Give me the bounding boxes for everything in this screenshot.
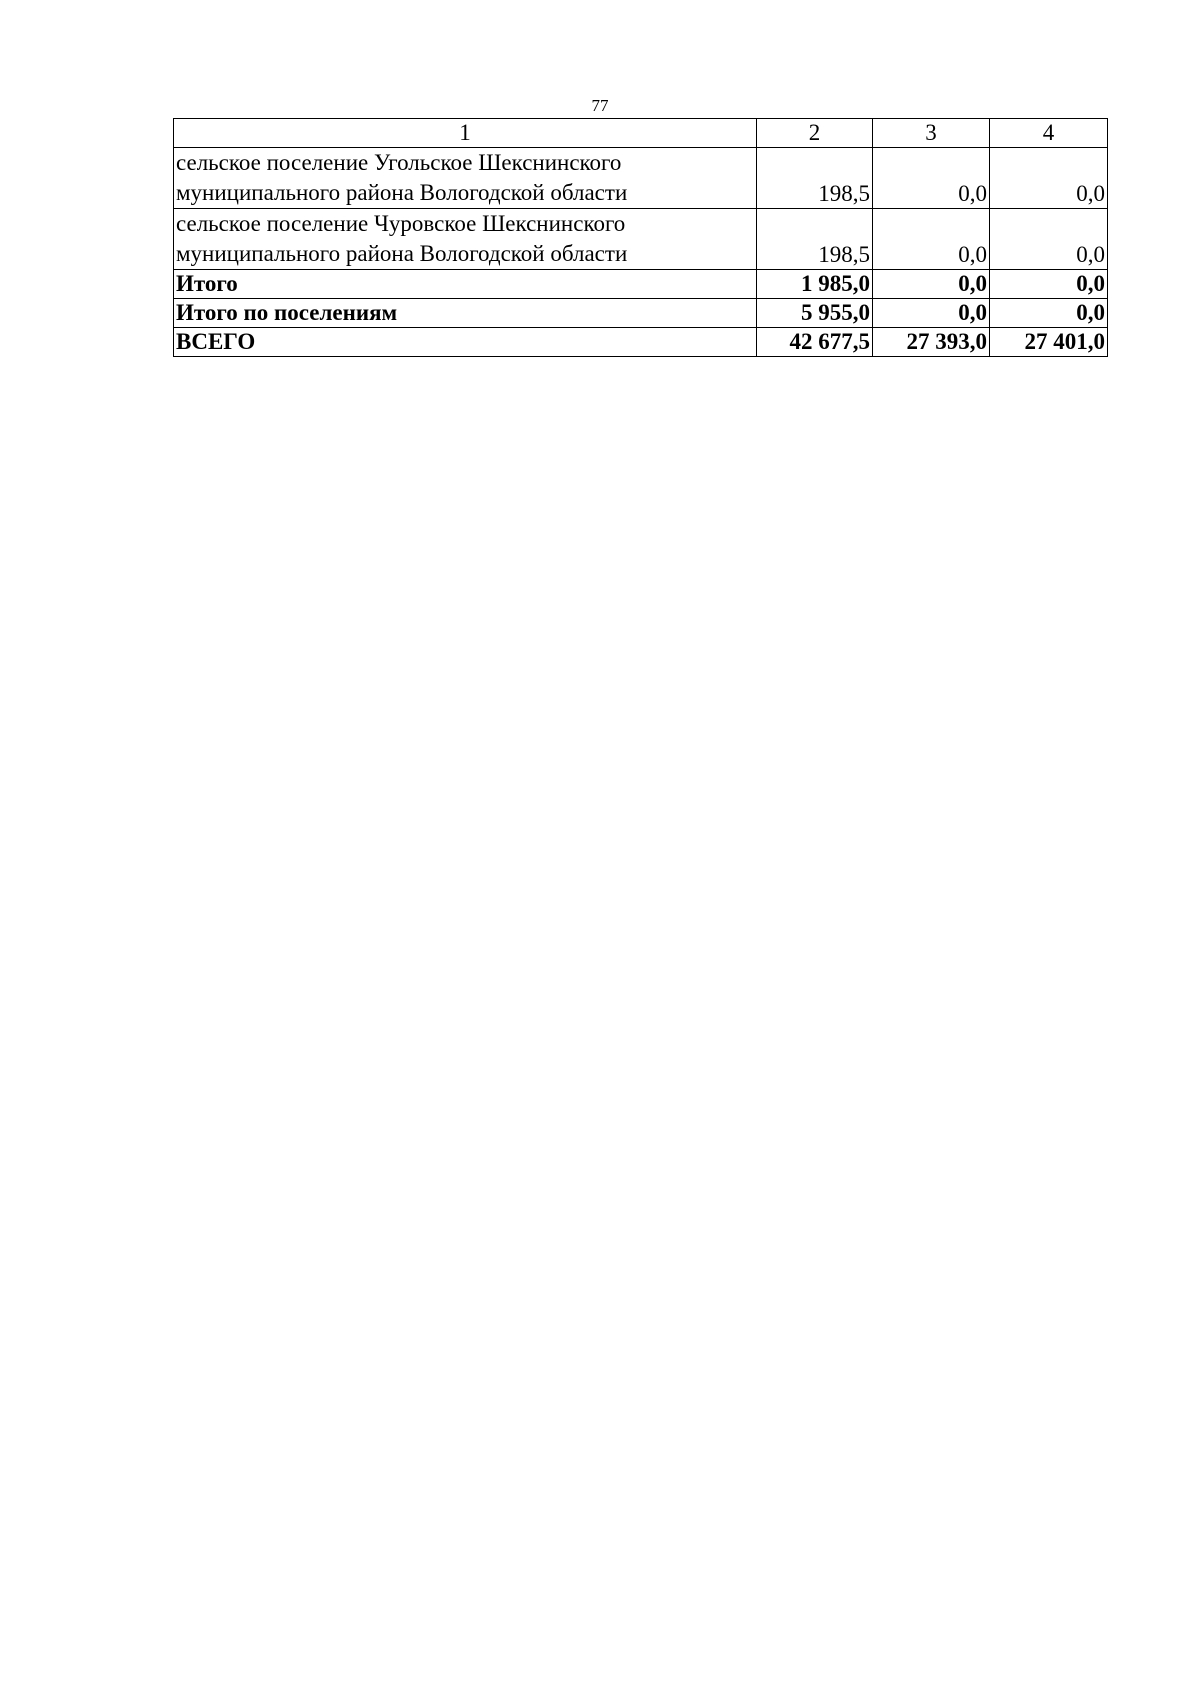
- settlements-total-label: Итого по поселениям: [174, 299, 757, 328]
- total-value-2: 1 985,0: [757, 270, 873, 299]
- total-value-4: 0,0: [990, 270, 1108, 299]
- column-header-3: 3: [873, 119, 990, 148]
- row-value-4: 0,0: [990, 209, 1108, 270]
- total-label: Итого: [174, 270, 757, 299]
- page-number: 77: [591, 96, 609, 115]
- settlements-total-value-4: 0,0: [990, 299, 1108, 328]
- row-value-3: 0,0: [873, 148, 990, 209]
- grand-total-value-3: 27 393,0: [873, 328, 990, 357]
- grand-total-value-4: 27 401,0: [990, 328, 1108, 357]
- settlements-total-value-3: 0,0: [873, 299, 990, 328]
- row-value-2: 198,5: [757, 148, 873, 209]
- column-header-2: 2: [757, 119, 873, 148]
- budget-table: [173, 118, 1108, 357]
- row-value-2: 198,5: [757, 209, 873, 270]
- row-value-4: 0,0: [990, 148, 1108, 209]
- table-row: [174, 209, 1108, 270]
- table-row: [174, 148, 1108, 209]
- total-row: [174, 270, 1108, 299]
- grand-total-row: [174, 328, 1108, 357]
- settlements-total-row: [174, 299, 1108, 328]
- settlements-total-value-2: 5 955,0: [757, 299, 873, 328]
- total-value-3: 0,0: [873, 270, 990, 299]
- grand-total-label: ВСЕГО: [174, 328, 757, 357]
- row-name: сельское поселение Угольское Шекснинского муниципального района Вологодской области: [174, 148, 757, 209]
- column-header-4: 4: [990, 119, 1108, 148]
- row-name: сельское поселение Чуровское Шекснинского муниципального района Вологодской области: [174, 209, 757, 270]
- table-header-row: [174, 119, 1108, 148]
- grand-total-value-2: 42 677,5: [757, 328, 873, 357]
- column-header-1: 1: [174, 119, 757, 148]
- row-value-3: 0,0: [873, 209, 990, 270]
